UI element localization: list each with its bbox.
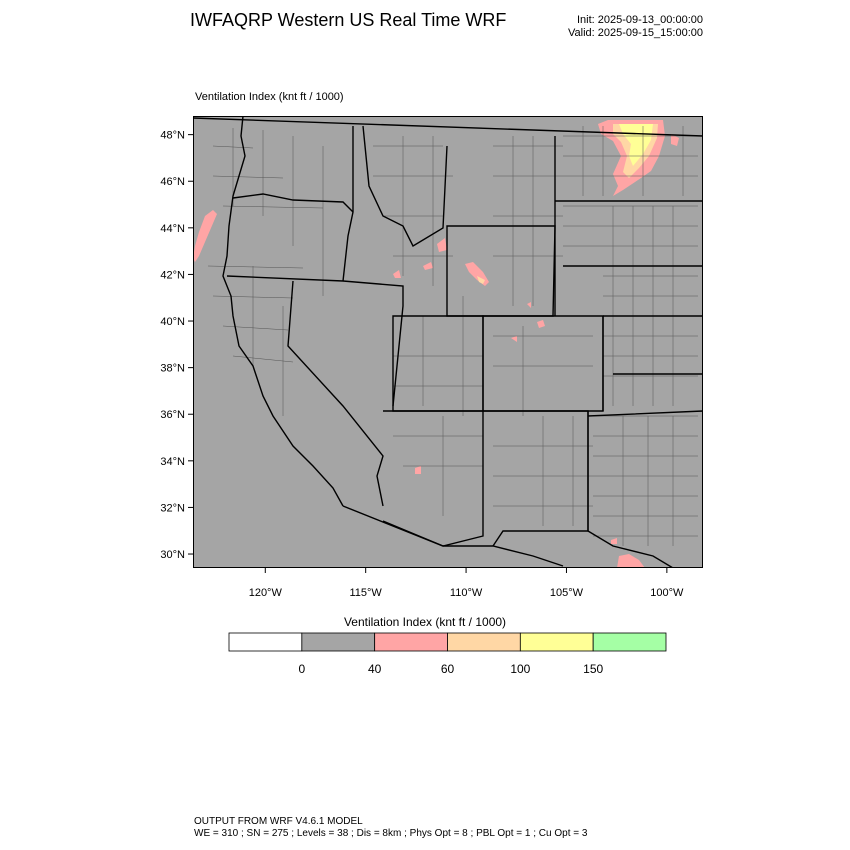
lat-tick-label: 46°N	[160, 176, 185, 189]
lat-tick-label: 38°N	[160, 362, 185, 375]
init-time: Init: 2025-09-13_00:00:00	[577, 14, 703, 26]
lat-tick-label: 40°N	[160, 316, 185, 329]
colorbar-box	[520, 633, 593, 651]
colorbar-label: 100	[510, 662, 531, 676]
colorbar	[0, 630, 850, 680]
colorbar-box	[302, 633, 375, 651]
lat-tick-label: 44°N	[160, 222, 185, 235]
colorbar-label: 60	[440, 662, 455, 676]
field-label: Ventilation Index (knt ft / 1000)	[195, 91, 344, 103]
lat-tick-label: 30°N	[160, 549, 185, 562]
lat-tick-label: 42°N	[160, 269, 185, 282]
valid-time: Valid: 2025-09-15_15:00:00	[568, 27, 703, 39]
lon-tick-label: 110°W	[449, 587, 483, 599]
lon-tick-label: 115°W	[349, 587, 382, 599]
colorbar-title: Ventilation Index (knt ft / 1000)	[343, 615, 507, 629]
colorbar-box	[229, 633, 302, 651]
colorbar-label: 40	[367, 662, 382, 676]
colorbar-box	[375, 633, 448, 651]
colorbar-box	[448, 633, 521, 651]
lon-tick-label: 120°W	[248, 587, 282, 599]
colorbar-label: 150	[583, 662, 604, 676]
footer-config-line: WE = 310 ; SN = 275 ; Levels = 38 ; Dis = 8km ; Phys Opt = 8 ; PBL Opt = 1 ; Cu Opt = 3	[194, 828, 588, 839]
footer-model-line: OUTPUT FROM WRF V4.6.1 MODEL	[194, 816, 363, 827]
colorbar-label: 0	[298, 662, 306, 676]
lon-tick-label: 105°W	[549, 587, 584, 599]
lon-tick-label: 100°W	[650, 587, 684, 599]
lat-tick-label: 36°N	[160, 409, 185, 422]
lat-tick-label: 48°N	[160, 129, 185, 142]
lat-tick-label: 32°N	[160, 502, 185, 515]
colorbar-box	[593, 633, 666, 651]
lat-tick-label: 34°N	[160, 455, 185, 468]
main-title: IWFAQRP Western US Real Time WRF	[190, 10, 507, 30]
